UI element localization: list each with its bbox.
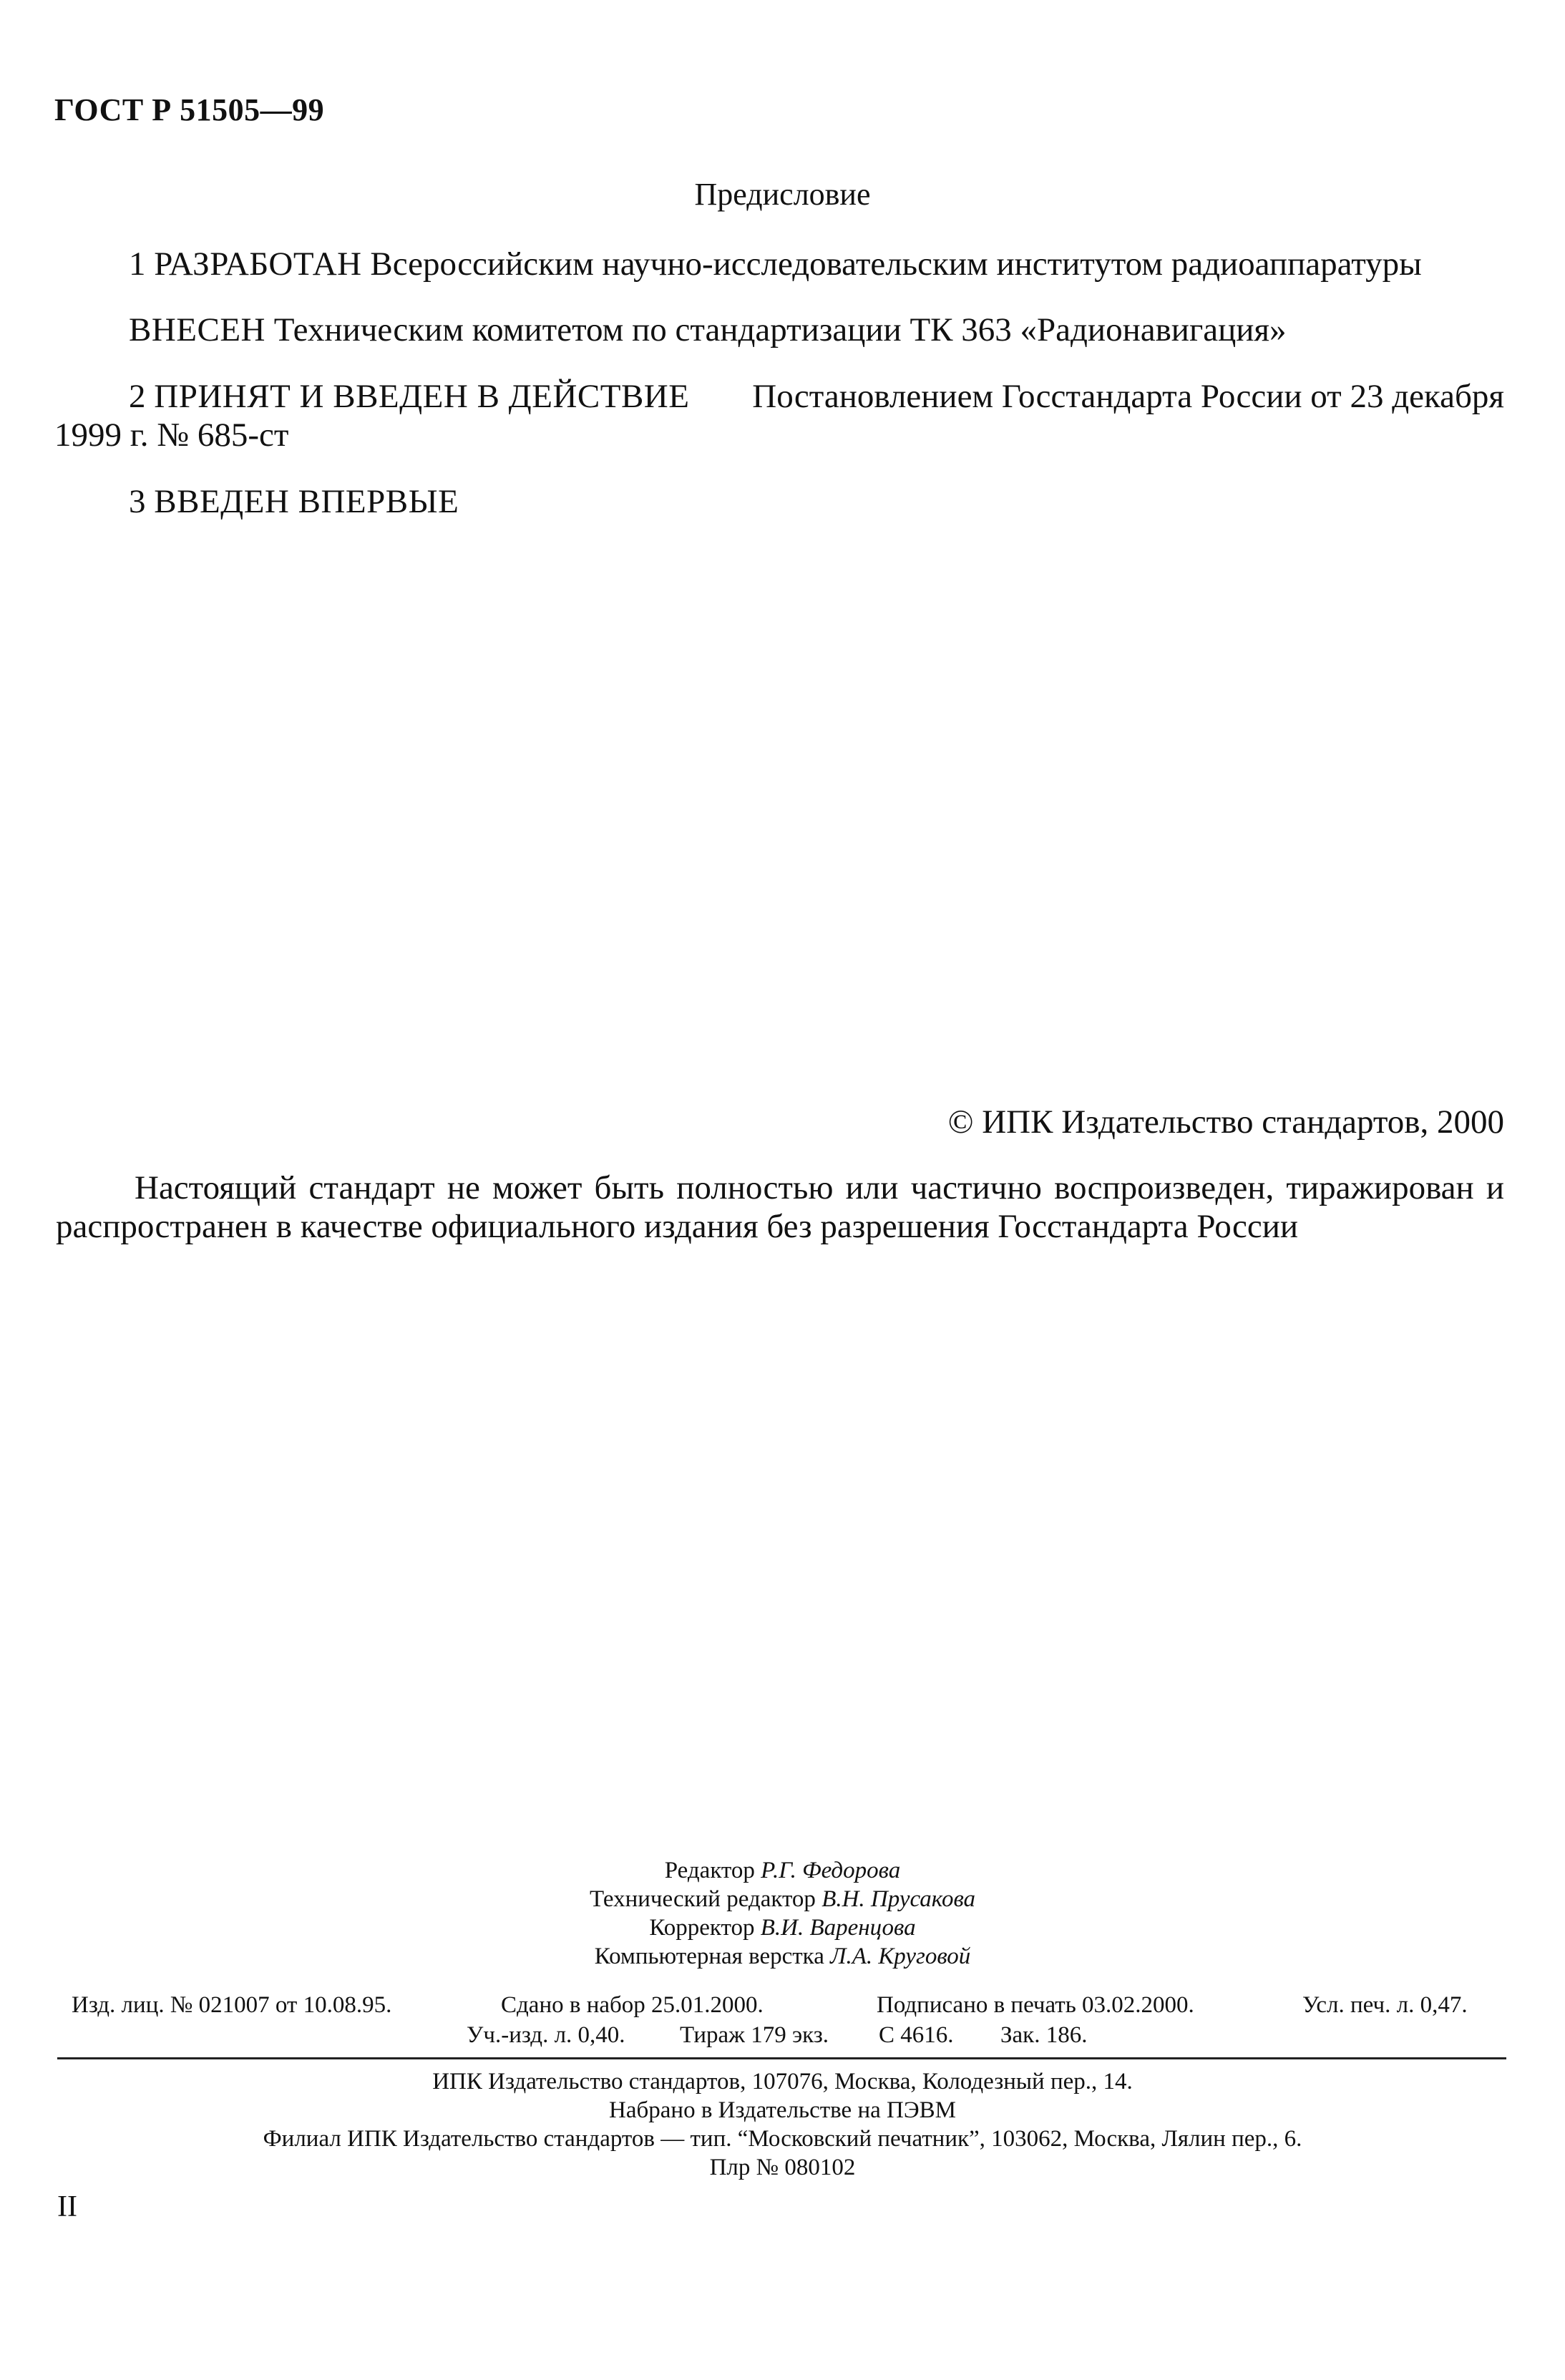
item-number: 1 xyxy=(129,245,146,283)
item-text: Всероссийским научно-исследовательским институтом радиоаппаратуры xyxy=(370,245,1422,283)
item-bold-label: ВВЕДЕН ВПЕРВЫЕ xyxy=(154,483,459,520)
page-title: Предисловие xyxy=(694,177,871,212)
credit-name: Р.Г. Федорова xyxy=(761,1858,901,1883)
credit-name: Л.А. Круговой xyxy=(830,1943,971,1969)
page-number: II xyxy=(57,2190,77,2223)
order-number: Зак. 186. xyxy=(1000,2022,1088,2048)
item-bold-label: ПРИНЯТ И ВВЕДЕН В ДЕЙСТВИЕ xyxy=(154,378,690,415)
preface-item-1 xyxy=(129,245,1422,283)
copyright-notice: © ИПК Издательство стандартов, 2000 xyxy=(947,1103,1504,1141)
credit-name: В.И. Варенцова xyxy=(760,1915,916,1941)
license-info: Изд. лиц. № 021007 от 10.08.95. xyxy=(72,1992,392,2018)
item-number: 2 xyxy=(129,378,146,415)
credit-editor xyxy=(0,1858,1565,1884)
item-text: Техническим комитетом по стандартизации ТК 363 «Радионавигация» xyxy=(273,311,1287,348)
standard-code: ГОСТ Р 51505—99 xyxy=(54,92,325,127)
item-text: Постановлением Госстандарта России от 23 декабря xyxy=(752,378,1504,415)
credit-role: Редактор xyxy=(664,1858,755,1883)
typeset-note: Набрано в Издательстве на ПЭВМ xyxy=(609,2097,956,2123)
typeset-date: Сдано в набор 25.01.2000. xyxy=(501,1992,764,2018)
credit-name: В.Н. Прусакова xyxy=(821,1886,976,1912)
reproduction-notice-line-1: Настоящий стандарт не может быть полностью или частично воспроизведен, тиражирован и xyxy=(135,1169,1504,1206)
plr-number: Плр № 080102 xyxy=(709,2155,856,2180)
print-code: С 4616. xyxy=(879,2022,954,2048)
credit-role: Компьютерная верстка xyxy=(594,1943,824,1969)
credit-role: Технический редактор xyxy=(589,1886,816,1912)
signed-date: Подписано в печать 03.02.2000. xyxy=(877,1992,1194,2018)
credit-proofreader xyxy=(0,1915,1565,1941)
credit-layout xyxy=(0,1943,1565,1970)
printing-branch: Филиал ИПК Издательство стандартов — тип. “Московский печатник”, 103062, Москва, Лялин пер., 6. xyxy=(263,2126,1302,2152)
publisher-sheets: Уч.-изд. л. 0,40. xyxy=(467,2022,625,2048)
item-number-and-label xyxy=(129,377,689,416)
item-bold-label: ВНЕСЕН xyxy=(129,311,265,348)
item-bold-label: РАЗРАБОТАН xyxy=(154,245,362,283)
print-run: Тираж 179 экз. xyxy=(680,2022,829,2048)
preface-item-2 xyxy=(129,377,1504,416)
credit-role: Корректор xyxy=(649,1915,755,1941)
printed-sheets: Усл. печ. л. 0,47. xyxy=(1302,1992,1468,2018)
reproduction-notice-line-2: распространен в качестве официального издания без разрешения Госстандарта России xyxy=(56,1208,1298,1245)
preface-item-3 xyxy=(129,482,459,521)
preface-item-2-continuation: 1999 г. № 685-ст xyxy=(54,416,289,454)
credit-technical-editor xyxy=(0,1886,1565,1913)
publisher-address: ИПК Издательство стандартов, 107076, Москва, Колодезный пер., 14. xyxy=(432,2069,1133,2094)
preface-introduced xyxy=(129,311,1287,349)
item-number: 3 xyxy=(129,483,146,520)
divider-line xyxy=(57,2057,1506,2059)
